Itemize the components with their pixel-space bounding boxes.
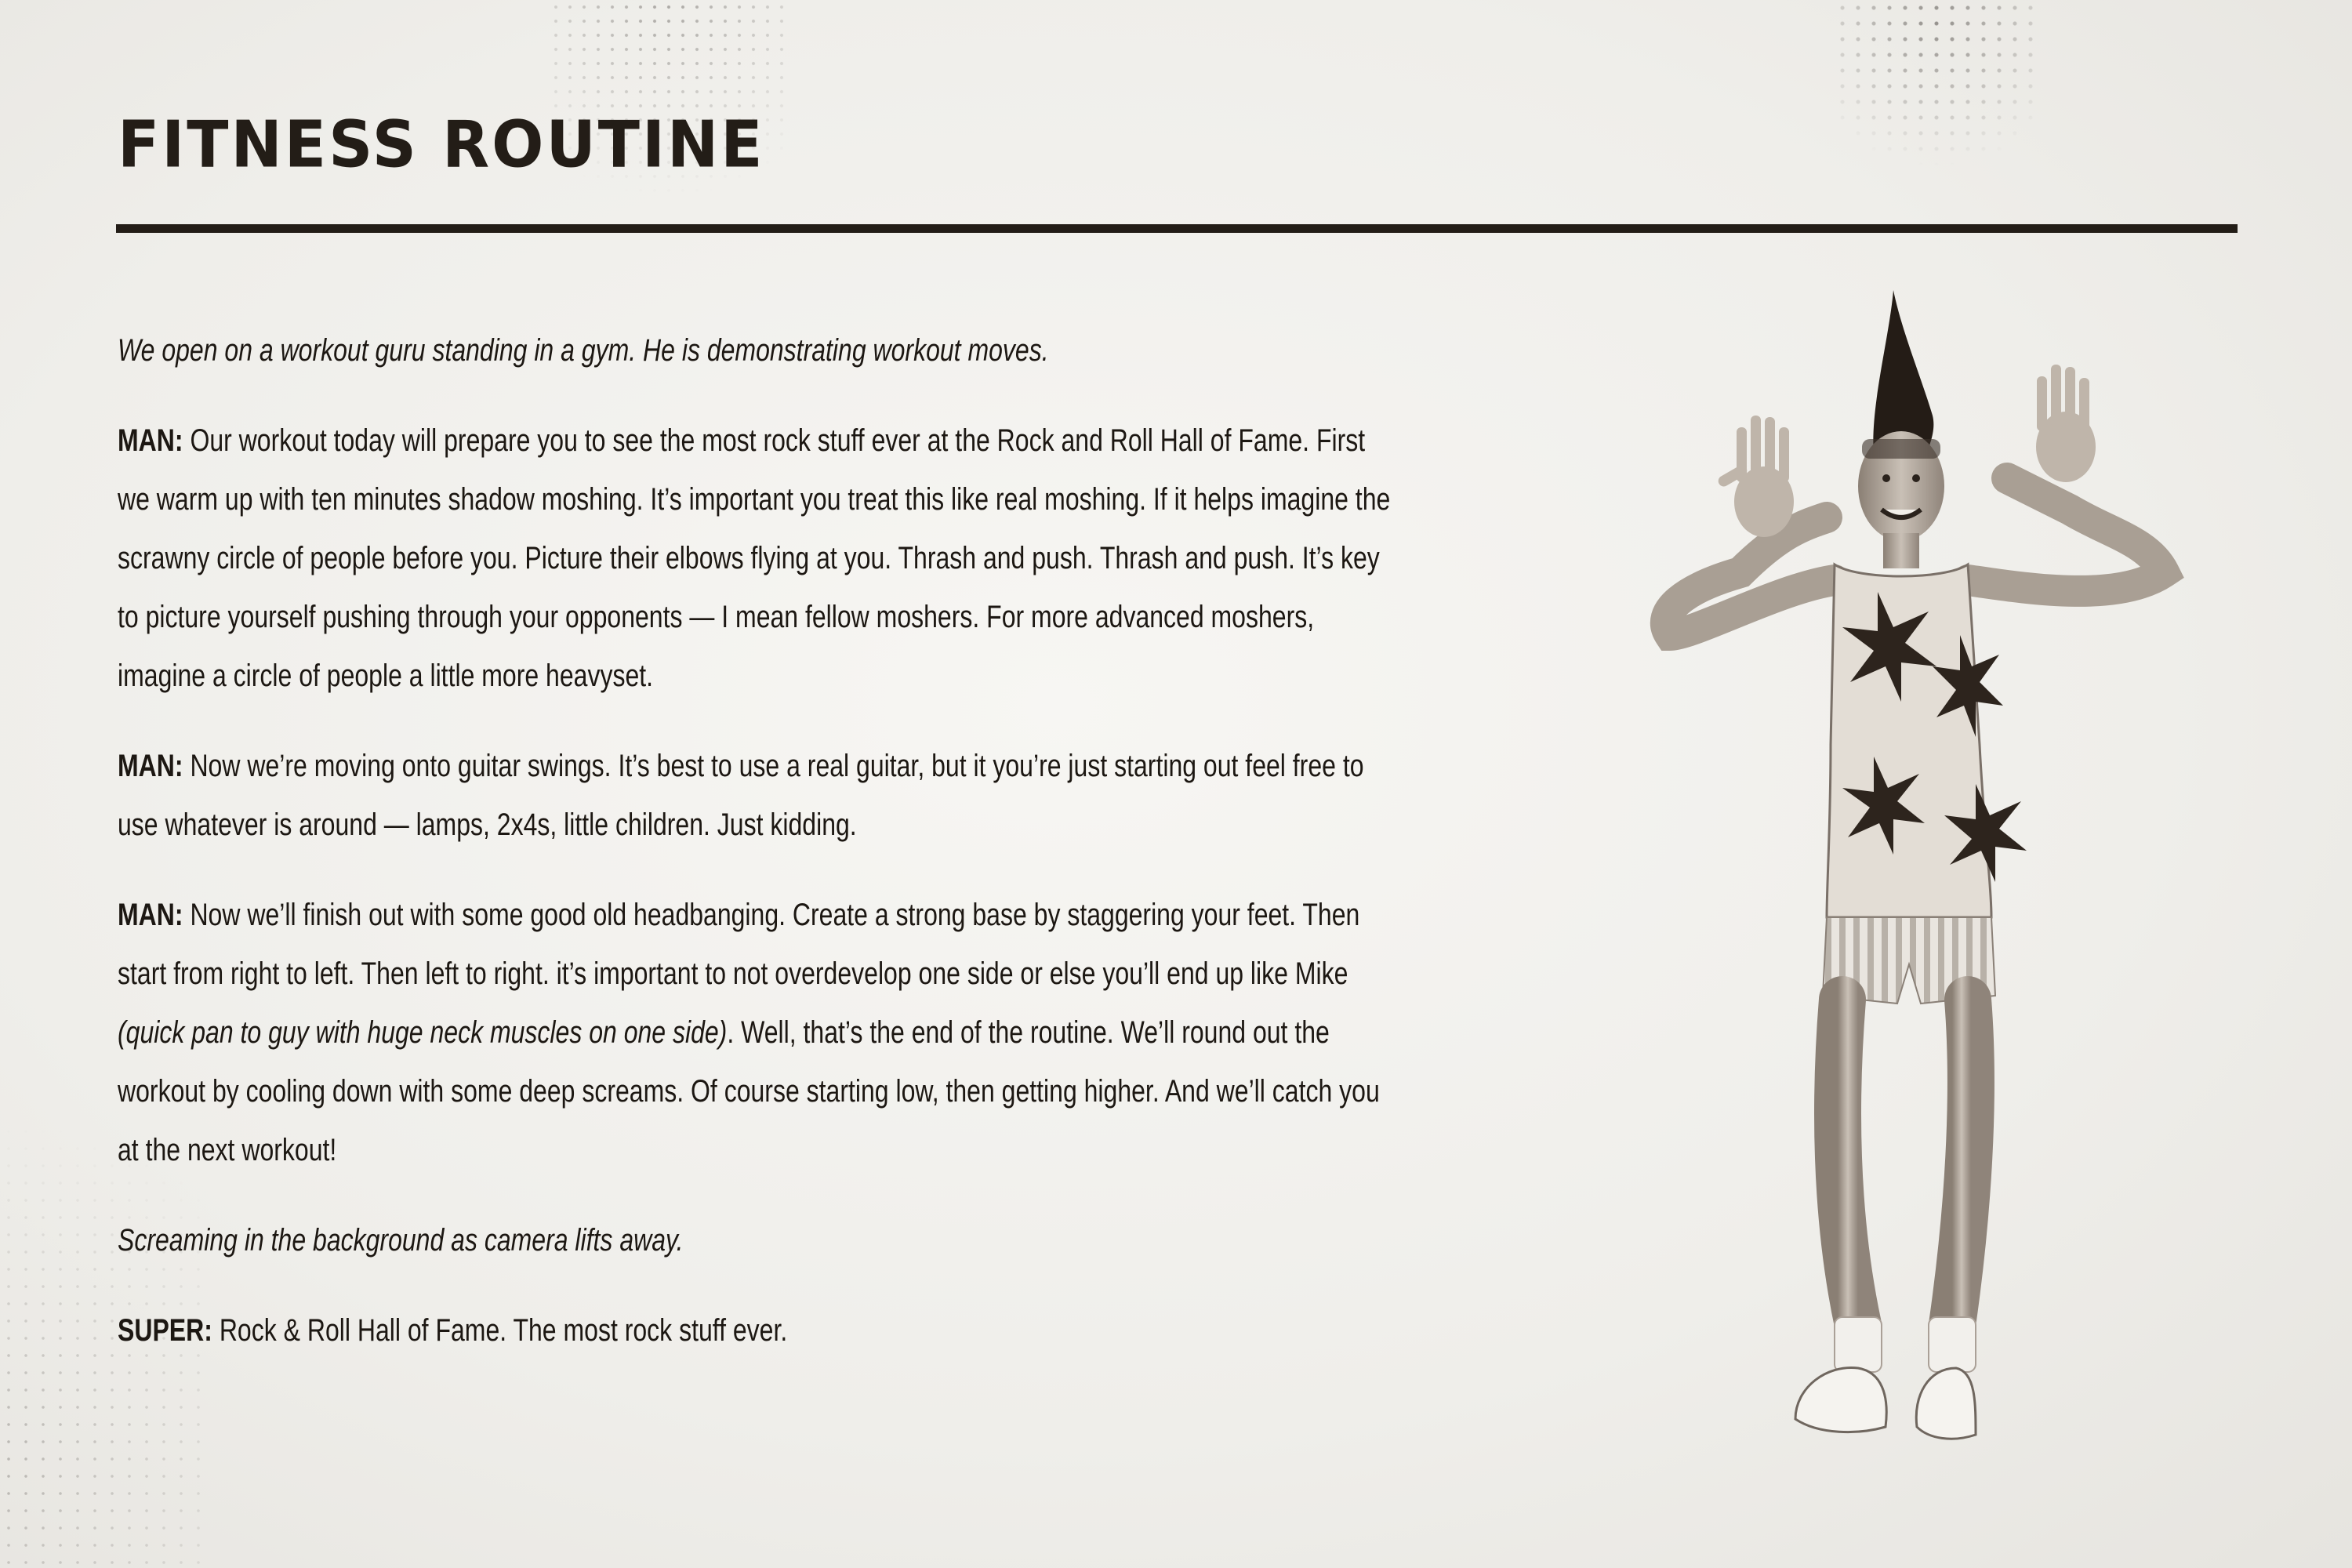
mohawk-fitness-guru-photo	[1599, 274, 2227, 1466]
dialogue-text: Now we’re moving onto guitar swings. It’s best to use a real guitar, but it you’re just starting out feel free to use whatever is around — lamps, 2x4s, little children. Just kidding.	[118, 749, 1364, 842]
scene-direction: We open on a workout guru standing in a gym. He is demonstrating workout moves.	[118, 333, 1049, 368]
speaker-label: MAN:	[118, 898, 183, 932]
script-body	[118, 321, 1403, 1392]
dialogue-text: . Well, that’s the end of the routine. We’ll round out the workout by cooling down with some deep screams. Of course starting low, then getting higher. And we’ll catch you at the next workout!	[118, 1015, 1380, 1167]
halftone-texture	[1835, 0, 2038, 204]
dialogue-line	[118, 737, 1403, 855]
super-line	[118, 1301, 1403, 1360]
page-title: FITNESS ROUTINE	[118, 107, 765, 183]
dialogue-aside: (quick pan to guy with huge neck muscles on one side)	[118, 1015, 728, 1050]
speaker-label: SUPER:	[118, 1313, 212, 1348]
speaker-label: MAN:	[118, 749, 183, 783]
title-divider	[116, 224, 2238, 233]
super-text: Rock & Roll Hall of Fame. The most rock stuff ever.	[219, 1313, 788, 1348]
dialogue-line	[118, 412, 1403, 706]
speaker-label: MAN:	[118, 423, 183, 458]
dialogue-line	[118, 886, 1403, 1180]
dialogue-text: Our workout today will prepare you to see the most rock stuff ever at the Rock and Roll Hall of Fame. First we warm up with ten minutes shadow moshing. It’s important you treat this like real moshing. If it helps imagine the scrawny circle of people before you. Picture their elbows flying at you. Thrash and push. Thrash and push. It’s key to picture yourself pushing through your opponents — I mean fellow moshers. For more advanced moshers, imagine a circle of people a little more heavyset.	[118, 423, 1391, 693]
dialogue-text: Now we’ll finish out with some good old headbanging. Create a strong base by staggering your feet. Then start from right to left. Then left to right. it’s important to not overdevelop one side or else you’ll end up like Mike	[118, 898, 1360, 991]
scene-direction: Screaming in the background as camera lifts away.	[118, 1223, 684, 1258]
